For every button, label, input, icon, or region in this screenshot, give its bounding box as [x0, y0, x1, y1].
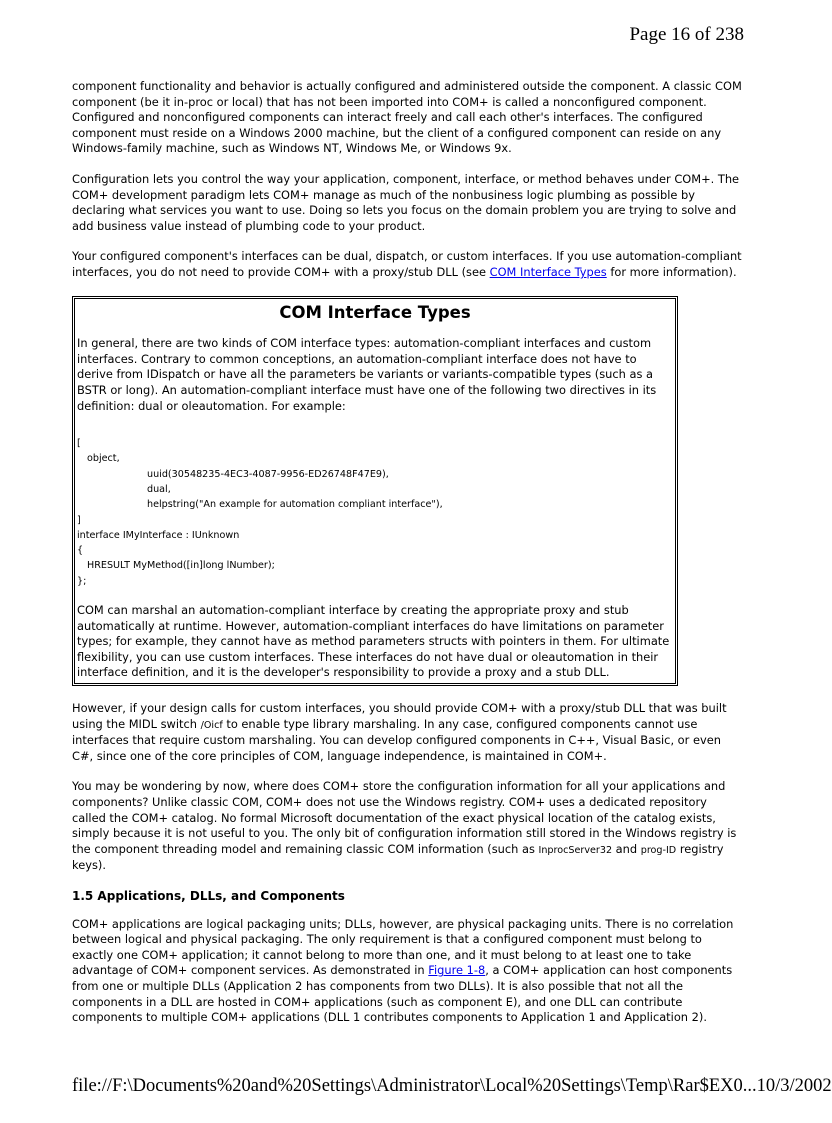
- code-line: ]: [77, 514, 81, 526]
- sidebar-intro: In general, there are two kinds of COM interface types: automation-compliant interfaces and custom interfaces. Contrary to common conceptions, an automation-compliant interface does not have to derive from IDispatch or have all the parameters be variants or variants-compatible types (such as a BSTR or long). An automation-compliant interface must have one of the following two directives in its definition: dual or oleautomation. For example:: [77, 336, 657, 413]
- code-line: HRESULT MyMethod([in]long lNumber);: [87, 560, 275, 572]
- code-line: [: [77, 438, 81, 450]
- sidebar-outro: COM can marshal an automation-compliant interface by creating the appropriate proxy and stub automatically at runtime. However, automation-compliant interfaces do have limitations on parameter types; for example, they cannot have as method parameters structs with pointers in them. For ultimate flexibility, you can use custom interfaces. These interfaces do not have dual or oleautomation in their interface definition, and it is the developer's responsibility to provide a proxy and a stub DLL.: [77, 603, 670, 680]
- code-line: {: [77, 545, 84, 557]
- code-line: interface IMyInterface : IUnknown: [77, 529, 240, 541]
- paragraph-4: However, if your design calls for custom interfaces, you should provide COM+ with a proxy/stub DLL that was built using the MIDL switch /Oicf to enable type library marshaling. In any case, configured components cannot use interfaces that require custom marshaling. You can develop configured components in C++, Visual Basic, or even C#, since one of the core principles of COM, language independence, is maintained in COM+.: [72, 701, 727, 763]
- sidebar-title: COM Interface Types: [279, 302, 471, 322]
- figure-1-8-link[interactable]: Figure 1-8: [428, 963, 486, 978]
- com-interface-types-sidebar: [72, 296, 678, 687]
- page-number: Page 16 of 238: [629, 24, 744, 45]
- paragraph-3: Your configured component's interfaces can be dual, dispatch, or custom interfaces. If you use automation-compliant interfaces, you do not need to provide COM+ with a proxy/stub DLL (see COM Interface Types for more information).: [72, 249, 742, 279]
- document-body: [72, 79, 744, 1041]
- paragraph-5: You may be wondering by now, where does COM+ store the configuration information for all your applications and components? Unlike classic COM, COM+ does not use the Windows registry. COM+ uses a dedicated repository called the COM+ catalog. No formal Microsoft documentation of the exact physical location of the catalog exists, simply because it is not useful to you. The only bit of configuration information still stored in the Windows registry is the component threading model and remaining classic COM information (such as InprocServer32 and prog-ID registry keys).: [72, 779, 737, 873]
- paragraph-1: component functionality and behavior is actually configured and administered outside the component. A classic COM component (be it in-proc or local) that has not been imported into COM+ is called a nonconfigured component. Configured and nonconfigured components can interact freely and call each other's interfaces. The configured component must reside on a Windows 2000 machine, but the client of a configured component can reside on any Windows-family machine, such as Windows NT, Windows Me, or Windows 9x.: [72, 79, 742, 156]
- page-footer: [72, 1076, 832, 1097]
- com-interface-types-link[interactable]: COM Interface Types: [489, 264, 607, 279]
- inline-code: prog-ID: [640, 844, 677, 856]
- paragraph-6: COM+ applications are logical packaging units; DLLs, however, are physical packaging units. There is no correlation between logical and physical packaging. The only requirement is that a configured component must belong to exactly one COM+ application; it cannot belong to more than one, and it must belong to at least one to take advantage of COM+ component services. As demonstrated in Figure 1-8, a COM+ application can host components from one or multiple DLLs (Application 2 has components from two DLLs). It is also possible that not all the components in a DLL are hosted in COM+ applications (such as component E), and one DLL can contribute components to multiple COM+ applications (DLL 1 contributes components to Application 1 and Application 2).: [72, 916, 734, 1025]
- code-line: uuid(30548235-4EC3-4087-9956-ED26748F47E9),: [147, 468, 389, 480]
- inline-code: /Oicf: [200, 719, 223, 731]
- paragraph-2: Configuration lets you control the way your application, component, interface, or method behaves under COM+. The COM+ development paradigm lets COM+ manage as much of the nonbusiness logic plumbing as possible by declaring what services you want to use. Doing so lets you focus on the domain problem you are trying to solve and add business value instead of plumbing code to your product.: [72, 171, 740, 233]
- code-line: dual,: [147, 483, 171, 495]
- inline-code: InprocServer32: [538, 844, 613, 856]
- code-line: helpstring("An example for automation compliant interface"),: [147, 499, 443, 511]
- code-line: };: [77, 575, 87, 587]
- code-example: [77, 436, 673, 589]
- file-path: file://F:\Documents%20and%20Settings\Administrator\Local%20Settings\Temp\Rar$EX0...: [72, 1076, 757, 1096]
- section-heading: 1.5 Applications, DLLs, and Components: [72, 888, 345, 903]
- code-line: object,: [87, 453, 120, 465]
- print-date: 10/3/2002: [756, 1076, 832, 1096]
